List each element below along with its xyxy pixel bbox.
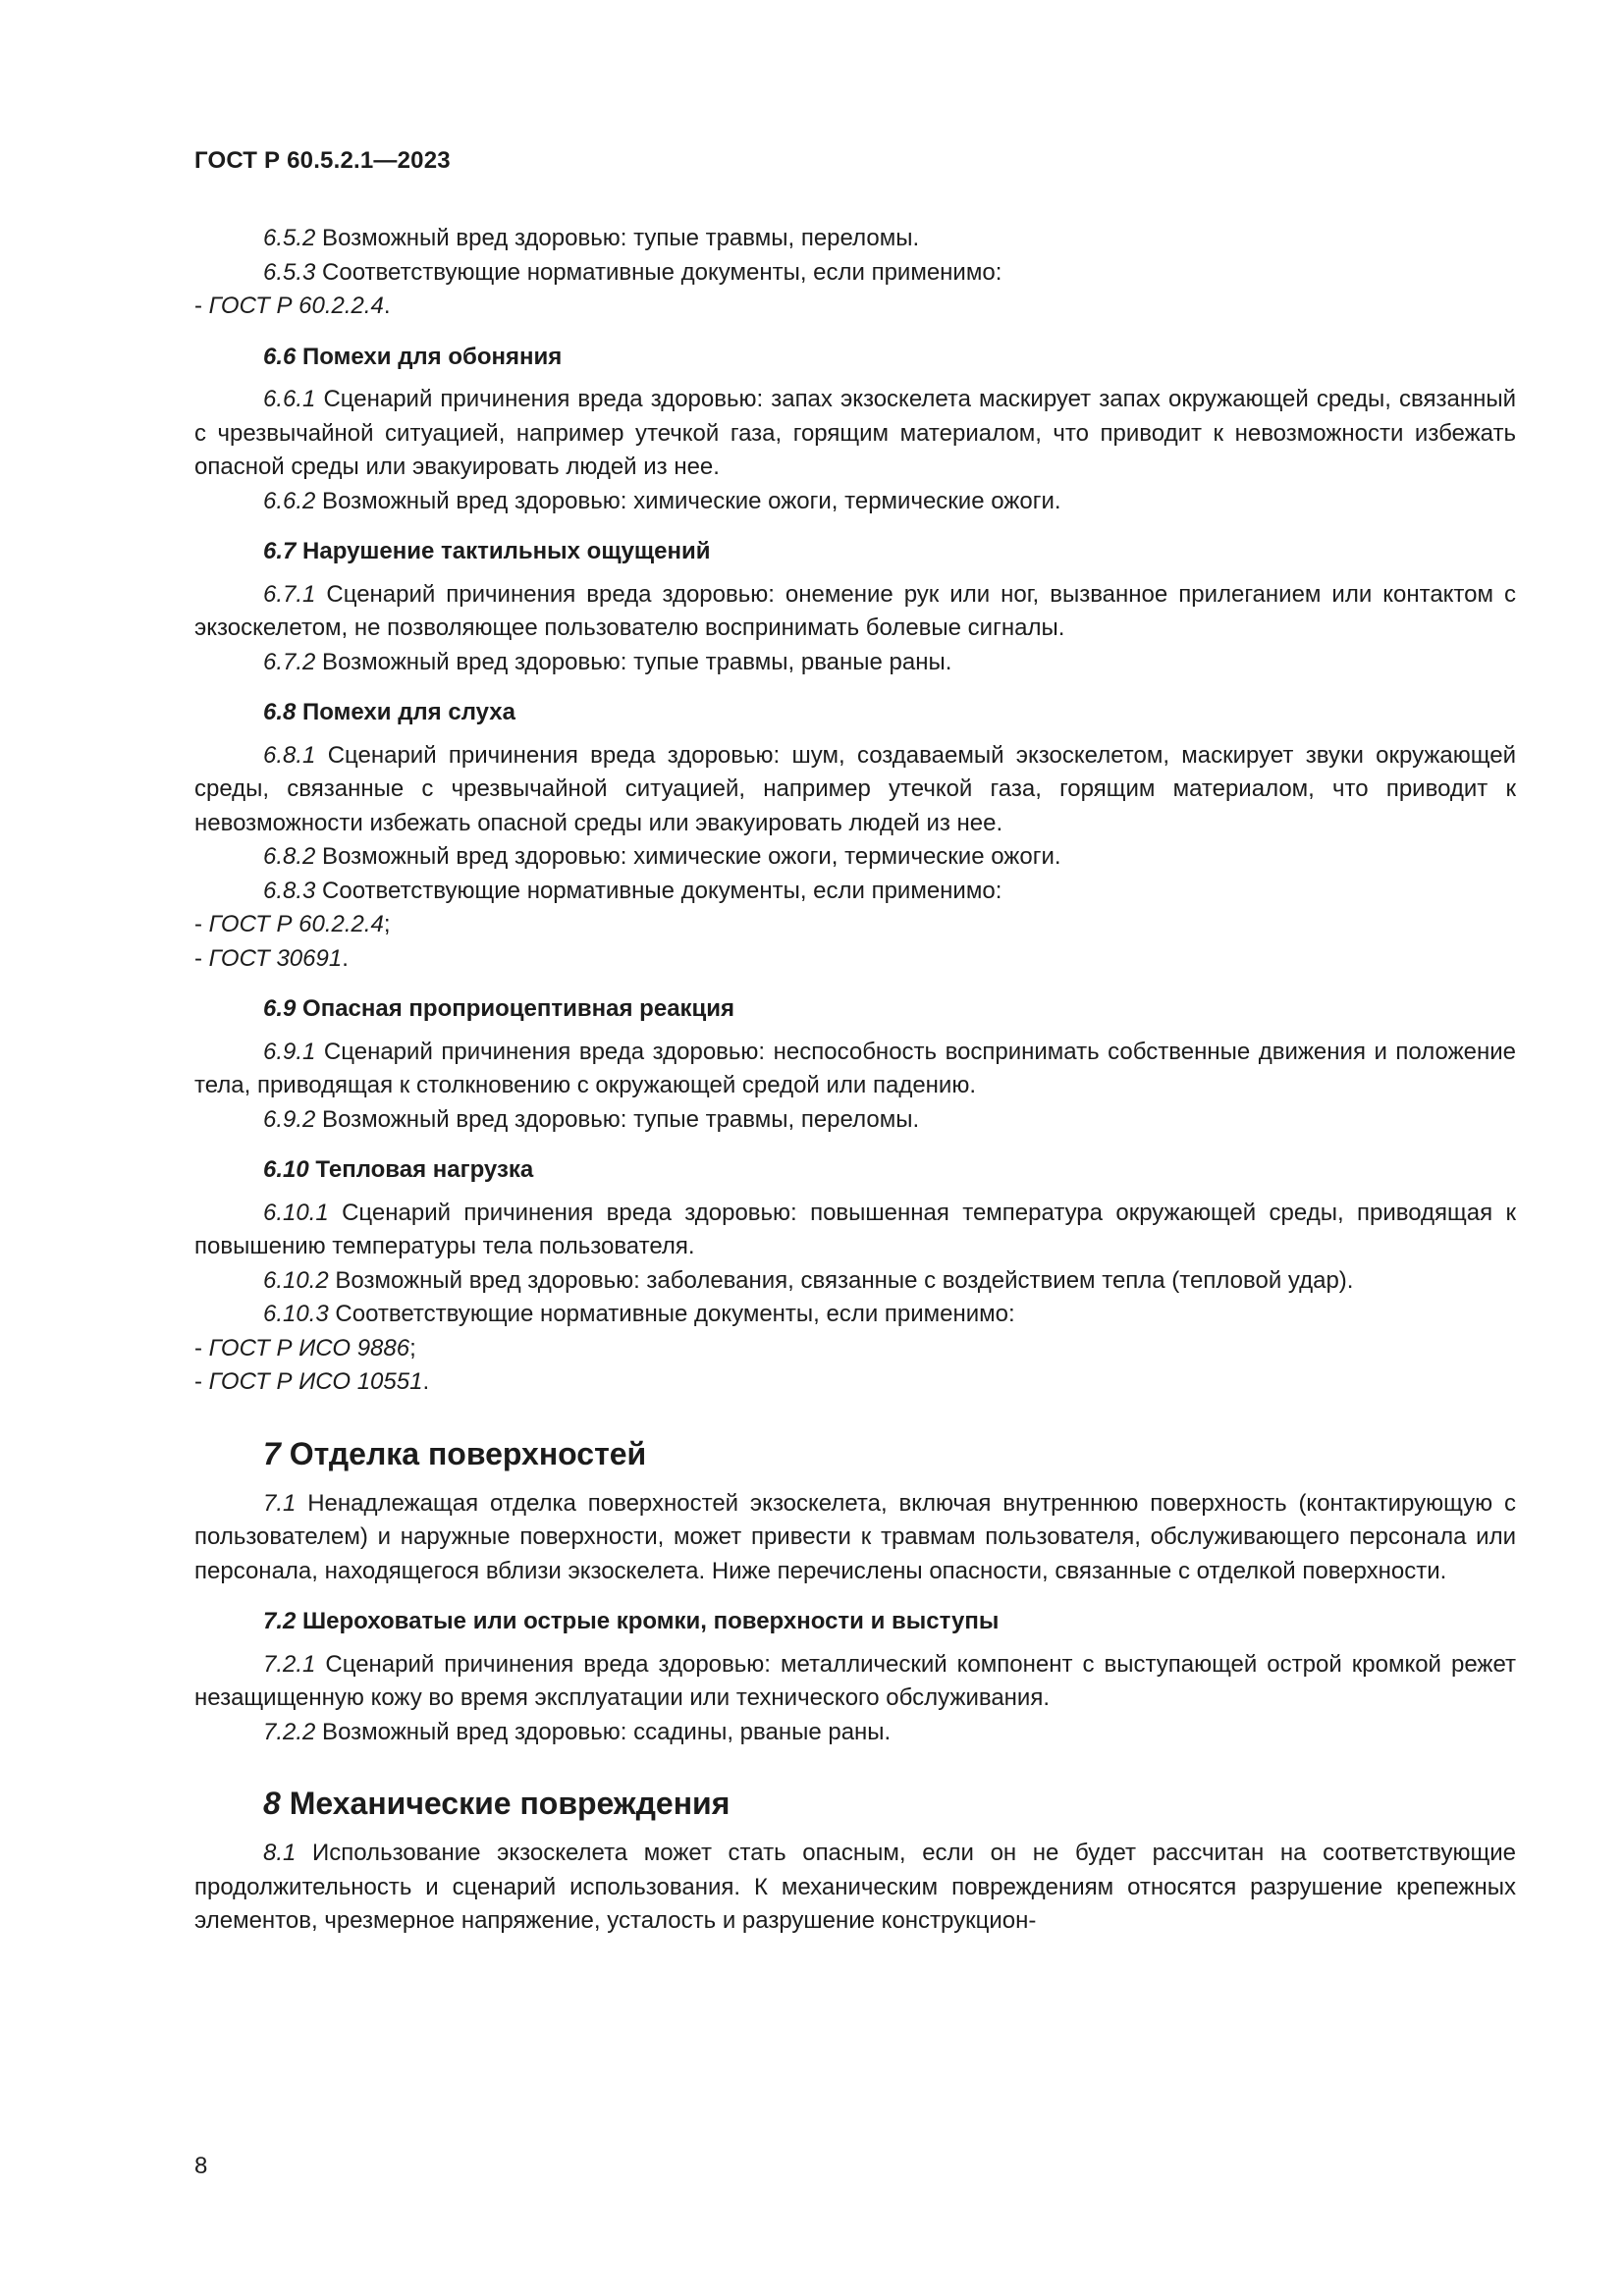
clause-text: Помехи для обоняния	[296, 343, 563, 370]
clause-text: Отделка поверхностей	[280, 1435, 647, 1471]
section-heading	[194, 1783, 1516, 1824]
standard-reference: ГОСТ Р ИСО 9886	[208, 1334, 410, 1362]
clause-number: 6.6	[263, 343, 297, 370]
clause-text: Сценарий причинения вреда здоровью: металлический компонент с выступающей острой кромкой режет незащищенную кожу во время эксплуатации или технического обслуживания.	[194, 1650, 1516, 1711]
clause-text: Возможный вред здоровью: тупые травмы, переломы.	[315, 225, 920, 251]
clause-number: 6.6.2	[263, 487, 316, 514]
clause-number: 6.8.3	[263, 877, 316, 904]
clause-text: Ненадлежащая отделка поверхностей экзоскелета, включая внутреннюю поверхность (контактирующую с пользователем) и наружные поверхности, может привести к травмам пользователя, обслуживающего персонала или персонала, находящегося вблизи экзоскелета. Ниже перечислены опасности, связанные с отделкой поверхности.	[194, 1489, 1516, 1584]
clause-number: 7.2.1	[263, 1650, 316, 1678]
clause-number: 7.1	[263, 1489, 297, 1517]
clause-paragraph	[194, 1648, 1516, 1716]
clause-text: Нарушение тактильных ощущений	[296, 538, 711, 564]
clause-paragraph	[194, 1716, 1516, 1750]
list-item-punctuation: ;	[383, 911, 391, 937]
reference-list-item	[194, 1332, 1516, 1366]
clause-number: 7.2	[263, 1608, 297, 1634]
clause-number: 6.8	[263, 699, 297, 725]
clause-paragraph	[194, 485, 1516, 519]
clause-paragraph	[194, 1197, 1516, 1264]
standard-reference: ГОСТ 30691	[208, 944, 343, 972]
subsection-heading	[194, 535, 1516, 569]
list-item-punctuation: .	[422, 1368, 430, 1395]
clause-text: Сценарий причинения вреда здоровью: запах экзоскелета маскирует запах окружающей среды, связанный с чрезвычайной ситуацией, например утечкой газа, горящим материалом, что приводит к невозможности избежать опасной среды или эвакуировать людей из нее.	[194, 386, 1516, 480]
clause-paragraph	[194, 1487, 1516, 1589]
clause-number: 6.9.1	[263, 1038, 316, 1065]
clause-number: 6.8.2	[263, 843, 316, 870]
clause-number: 6.10.1	[263, 1199, 329, 1226]
clause-number: 6.10.2	[263, 1266, 329, 1294]
page-number: 8	[194, 2153, 208, 2179]
clause-number: 7	[263, 1435, 281, 1471]
clause-number: 6.5.3	[263, 258, 316, 286]
clause-text: Шероховатые или острые кромки, поверхности и выступы	[296, 1608, 1000, 1634]
clause-text: Возможный вред здоровью: ссадины, рваные раны.	[315, 1718, 892, 1745]
clause-text: Соответствующие нормативные документы, если применимо:	[315, 258, 1002, 286]
list-item-punctuation: .	[342, 944, 349, 972]
clause-paragraph	[194, 1036, 1516, 1103]
standard-reference: ГОСТ Р 60.2.2.4	[208, 293, 384, 319]
clause-number: 6.10.3	[263, 1301, 329, 1327]
subsection-heading	[194, 696, 1516, 730]
reference-list-item	[194, 942, 1516, 977]
clause-number: 6.5.2	[263, 225, 316, 251]
clause-text: Соответствующие нормативные документы, если применимо:	[328, 1301, 1015, 1327]
clause-number: 6.6.1	[263, 386, 316, 412]
list-item-punctuation: ;	[409, 1334, 416, 1362]
list-dash: -	[194, 293, 209, 319]
clause-number: 8	[263, 1786, 281, 1821]
clause-paragraph	[194, 840, 1516, 875]
clause-text: Сценарий причинения вреда здоровью: онемение рук или ног, вызванное прилеганием или контактом с экзоскелетом, не позволяющее пользователю воспринимать болевые сигналы.	[194, 580, 1516, 641]
clause-text: Возможный вред здоровью: тупые травмы, переломы.	[315, 1105, 920, 1133]
section-heading	[194, 1433, 1516, 1474]
clause-paragraph	[194, 1837, 1516, 1939]
clause-paragraph	[194, 578, 1516, 646]
clause-text: Возможный вред здоровью: химические ожоги, термические ожоги.	[315, 487, 1061, 514]
clause-number: 6.9	[263, 995, 297, 1022]
subsection-heading	[194, 1153, 1516, 1188]
standard-reference: ГОСТ Р 60.2.2.4	[208, 911, 384, 937]
reference-list-item	[194, 1365, 1516, 1400]
list-dash: -	[194, 911, 209, 937]
clause-text: Сценарий причинения вреда здоровью: шум, создаваемый экзоскелетом, маскирует звуки окружающей среды, связанные с чрезвычайной ситуацией, например утечкой газа, горящим материалом, что приводит к невозможности избежать опасной среды или эвакуировать людей из нее.	[194, 741, 1516, 836]
clause-paragraph	[194, 222, 1516, 256]
reference-list-item	[194, 290, 1516, 324]
clause-text: Опасная проприоцептивная реакция	[296, 995, 735, 1022]
clause-text: Тепловая нагрузка	[308, 1156, 534, 1183]
list-item-punctuation: .	[383, 293, 391, 319]
subsection-heading	[194, 1605, 1516, 1639]
list-dash: -	[194, 944, 209, 972]
list-dash: -	[194, 1368, 209, 1395]
clause-paragraph	[194, 646, 1516, 680]
clause-text: Сценарий причинения вреда здоровью: повышенная температура окружающей среды, приводящая к повышению температуры тела пользователя.	[194, 1199, 1516, 1259]
subsection-heading	[194, 341, 1516, 375]
clause-text: Помехи для слуха	[296, 699, 515, 725]
clause-text: Возможный вред здоровью: заболевания, связанные с воздействием тепла (тепловой удар).	[328, 1266, 1354, 1294]
clause-text: Механические повреждения	[280, 1786, 731, 1821]
clause-number: 6.8.1	[263, 741, 316, 769]
clause-paragraph	[194, 256, 1516, 291]
clause-text: Использование экзоскелета может стать опасным, если он не будет рассчитан на соответствующие продолжительность и сценарий использования. К механическим повреждениям относятся разрушение крепежных элементов, чрезмерное напряжение, усталость и разрушение конструкцион-	[194, 1840, 1516, 1934]
reference-list-item	[194, 908, 1516, 942]
clause-paragraph	[194, 739, 1516, 841]
clause-text: Соответствующие нормативные документы, если применимо:	[315, 877, 1002, 904]
clause-paragraph	[194, 1103, 1516, 1138]
clause-number: 6.7.1	[263, 580, 316, 608]
clause-number: 6.9.2	[263, 1105, 316, 1133]
clause-text: Возможный вред здоровью: тупые травмы, рваные раны.	[315, 648, 952, 675]
clause-number: 6.7.2	[263, 648, 316, 675]
clause-number: 6.7	[263, 538, 297, 564]
clause-paragraph	[194, 383, 1516, 485]
clause-number: 6.10	[263, 1156, 309, 1183]
document-body	[194, 222, 1516, 1939]
standard-reference: ГОСТ Р ИСО 10551	[208, 1368, 423, 1395]
clause-paragraph	[194, 1298, 1516, 1332]
clause-text: Возможный вред здоровью: химические ожоги, термические ожоги.	[315, 843, 1061, 870]
list-dash: -	[194, 1334, 209, 1362]
clause-text: Сценарий причинения вреда здоровью: неспособность воспринимать собственные движения и положение тела, приводящая к столкновению с окружающей средой или падению.	[194, 1038, 1516, 1098]
clause-number: 7.2.2	[263, 1718, 316, 1745]
clause-paragraph	[194, 1264, 1516, 1299]
clause-paragraph	[194, 875, 1516, 909]
subsection-heading	[194, 992, 1516, 1027]
clause-number: 8.1	[263, 1840, 297, 1866]
document-code-header: ГОСТ Р 60.5.2.1—2023	[194, 147, 451, 174]
